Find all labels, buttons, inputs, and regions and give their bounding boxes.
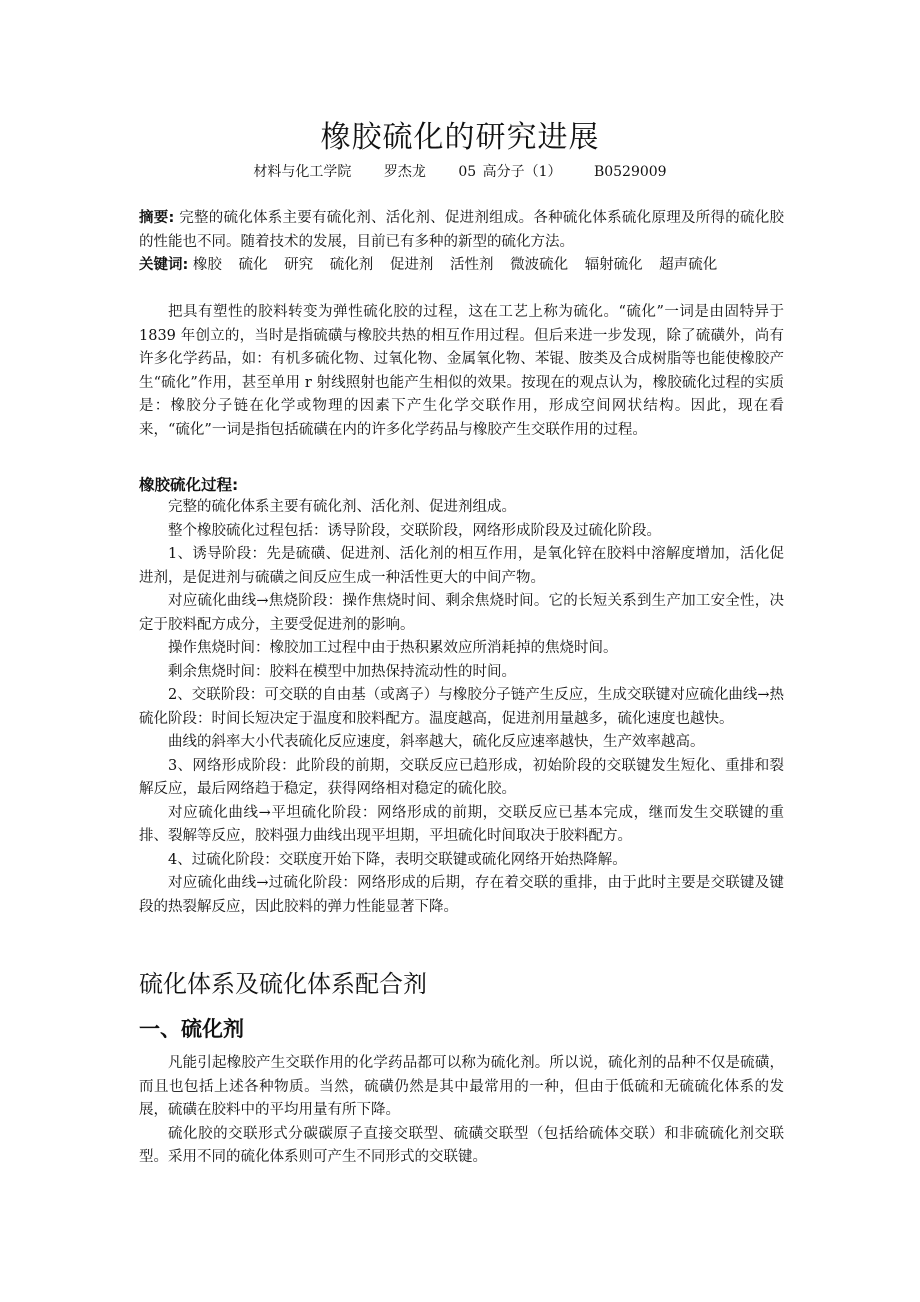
byline-school: 材料与化工学院: [253, 164, 352, 180]
process-paragraph: 完整的硫化体系主要有硫化剂、活化剂、促进剂组成。: [168, 499, 516, 515]
process-paragraph: 2、交联阶段：可交联的自由基（或离子）与橡胶分子链产生反应，生成交联键对应硫化曲线→热硫化阶段：时间长短决定于温度和胶料配方。温度越高，促进剂用量越多，硫化速度也越快。: [139, 687, 784, 727]
abstract: [139, 207, 784, 254]
keyword-item: 硫化: [238, 257, 268, 273]
keyword-item: 促进剂: [389, 257, 434, 273]
process-heading: 橡胶硫化过程:: [139, 476, 239, 494]
keywords-label: 关键词:: [139, 257, 189, 273]
process-paragraph: 曲线的斜率大小代表硫化反应速度，斜率越大，硫化反应速率越快，生产效率越高。: [168, 734, 705, 750]
document-title: 橡胶硫化的研究进展: [320, 120, 600, 155]
byline-student-id: B0529009: [593, 164, 667, 180]
keyword-item: 微波硫化: [510, 257, 569, 273]
section-heading: 硫化体系及硫化体系配合剂: [139, 970, 427, 998]
process-paragraph: 1、诱导阶段：先是硫磺、促进剂、活化剂的相互作用，是氧化锌在胶料中溶解度增加，活化促进剂，是促进剂与硫磺之间反应生成一种活性更大的中间产物。: [139, 546, 784, 586]
byline-class: 05 高分子（1）: [458, 164, 562, 180]
abstract-label: 摘要:: [139, 210, 175, 226]
process-paragraph: 对应硫化曲线→过硫化阶段：网络形成的后期，存在着交联的重排，由于此时主要是交联键及键段的热裂解反应，因此胶料的弹力性能显著下降。: [139, 875, 784, 915]
process-section: [139, 496, 784, 919]
author-byline: [0, 161, 920, 181]
intro-section: [139, 301, 784, 442]
process-paragraph: 整个橡胶硫化过程包括：诱导阶段，交联阶段，网络形成阶段及过硫化阶段。: [168, 522, 661, 539]
keyword-item: 橡胶: [192, 257, 222, 273]
section-paragraph: 硫化胶的交联形式分碳碳原子直接交联型、硫磺交联型（包括给硫体交联）和非硫硫化剂交联型。采用不同的硫化体系则可产生不同形式的交联键。: [139, 1125, 784, 1165]
abstract-text: 完整的硫化体系主要有硫化剂、活化剂、促进剂组成。各种硫化体系硫化原理及所得的硫化胶的性能也不同。随着技术的发展，目前已有多种的新型的硫化方法。: [139, 210, 785, 250]
process-paragraph: 3、网络形成阶段：此阶段的前期，交联反应已趋形成，初始阶段的交联键发生短化、重排和裂解反应，最后网络趋于稳定，获得网络相对稳定的硫化胶。: [139, 757, 784, 797]
intro-paragraph: 把具有塑性的胶料转变为弹性硫化胶的过程，这在工艺上称为硫化。“硫化”一词是由固特异于 1839 年创立的，当时是指硫磺与橡胶共热的相互作用过程。但后来进一步发现，除了硫磺外，尚有许多化学药品，如：有机多硫化物、过氧化物、金属氧化物、苯锟、胺类及合成树脂等也能使橡胶产生“硫化”作用，甚至单用 r 射线照射也能产生相似的效果。按现在的观点认为，橡胶硫化过程的实质是：橡胶分子链在化学或物理的因素下产生化学交联作用，形成空间网状结构。因此，现在看来，“硫化”一词是指包括硫磺在内的许多化学药品与橡胶产生交联作用的过程。: [139, 304, 784, 438]
process-paragraph: 对应硫化曲线→焦烧阶段：操作焦烧时间、剩余焦烧时间。它的长短关系到生产加工安全性，决定于胶料配方成分，主要受促进剂的影响。: [139, 593, 784, 633]
subsection-heading: 一、硫化剂: [139, 1017, 244, 1041]
keyword-item: 活性剂: [449, 257, 494, 273]
keyword-item: 超声硫化: [659, 257, 718, 273]
vulcanizing-agent-section: [139, 1052, 784, 1170]
process-paragraph: 操作焦烧时间：橡胶加工过程中由于热积累效应所消耗掉的焦烧时间。: [168, 640, 618, 656]
byline-author: 罗杰龙: [383, 164, 426, 180]
keyword-item: 研究: [284, 257, 314, 273]
keyword-item: 辐射硫化: [584, 257, 643, 273]
keywords: [139, 254, 784, 278]
process-paragraph: 对应硫化曲线→平坦硫化阶段：网络形成的前期，交联反应已基本完成，继而发生交联键的重排、裂解等反应，胶料强力曲线出现平坦期，平坦硫化时间取决于胶料配方。: [139, 804, 784, 844]
section-paragraph: 凡能引起橡胶产生交联作用的化学药品都可以称为硫化剂。所以说，硫化剂的品种不仅是硫磺，而且也包括上述各种物质。当然，硫磺仍然是其中最常用的一种，但由于低硫和无硫硫化体系的发展，硫磺在胶料中的平均用量有所下降。: [139, 1055, 784, 1118]
process-paragraph: 剩余焦烧时间：胶料在模型中加热保持流动性的时间。: [168, 663, 516, 680]
process-paragraph: 4、过硫化阶段：交联度开始下降，表明交联键或硫化网络开始热降解。: [168, 851, 627, 868]
keyword-item: 硫化剂: [329, 257, 374, 273]
